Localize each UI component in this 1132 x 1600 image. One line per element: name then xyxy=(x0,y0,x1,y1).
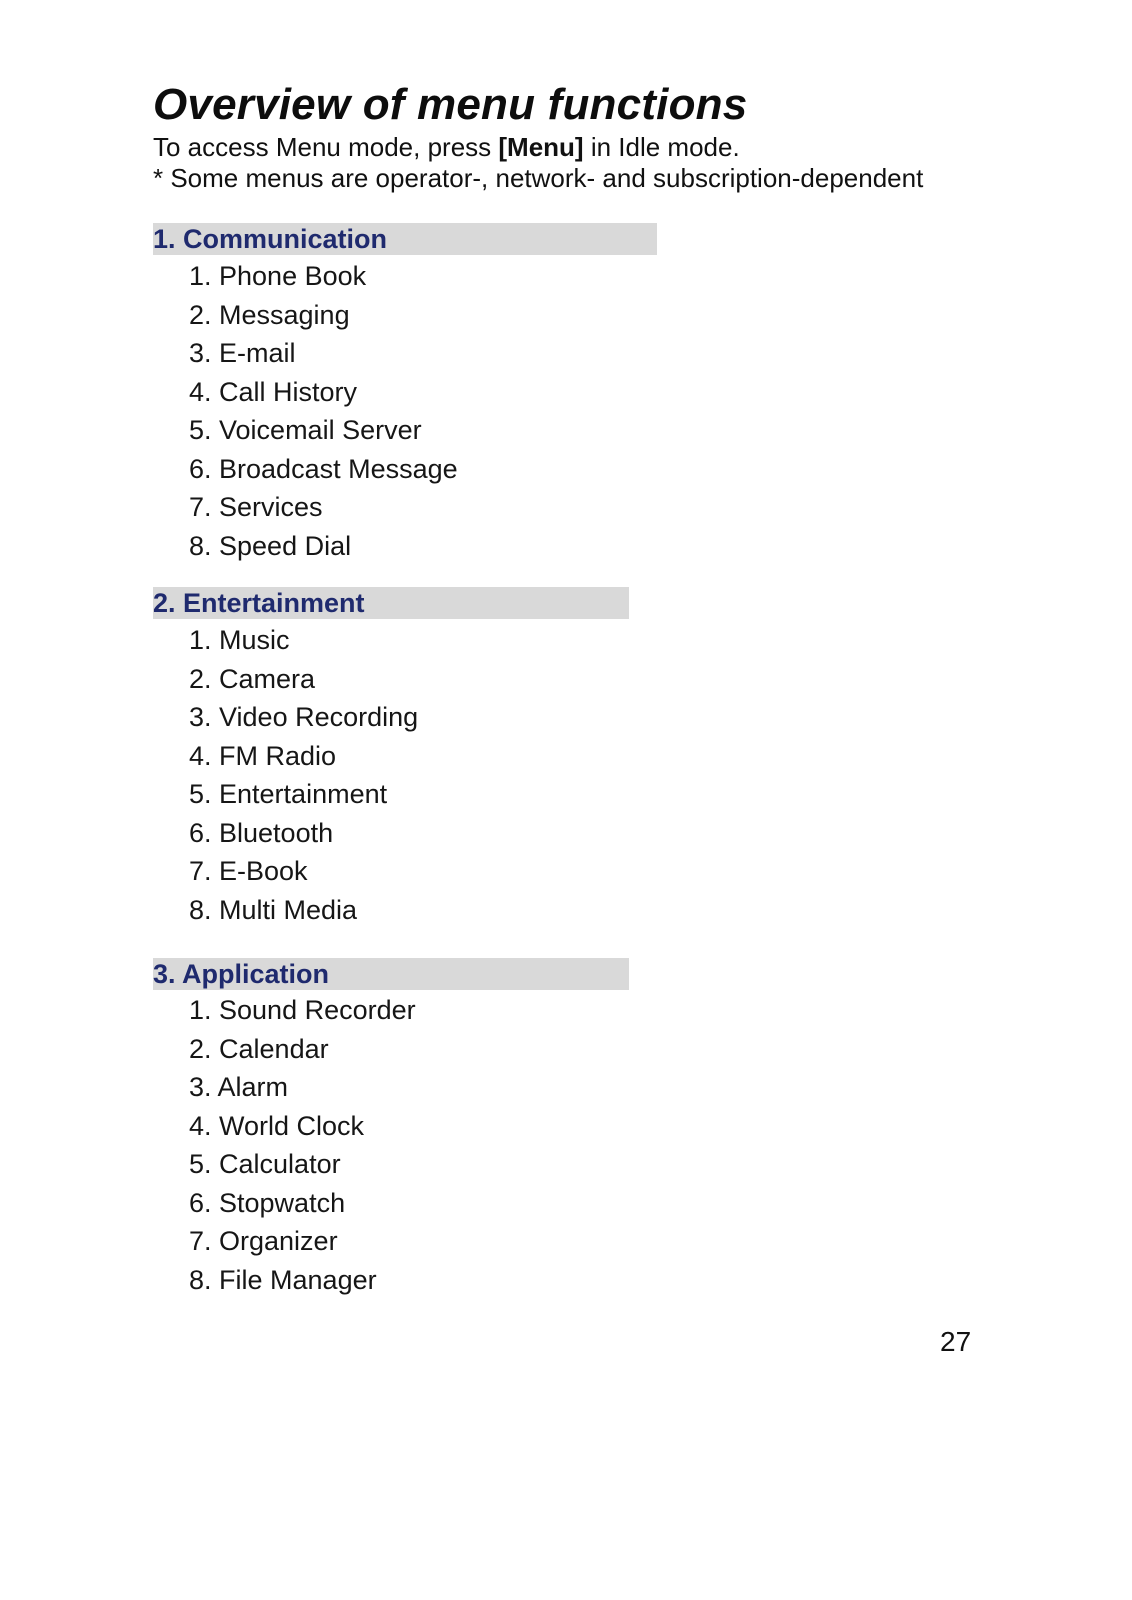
list-item: 3. E-mail xyxy=(189,338,296,368)
list-item: 6. Broadcast Message xyxy=(189,453,458,484)
intro-line-2: * Some menus are operator-, network- and subscription-dependent xyxy=(153,163,924,193)
page-number: 27 xyxy=(940,1326,972,1357)
list-item: 5. Entertainment xyxy=(189,779,388,809)
list-item: 5. Calculator xyxy=(189,1149,341,1179)
list-item: 3. Alarm xyxy=(189,1072,289,1102)
section-list-communication xyxy=(189,257,458,565)
list-item: 6. Bluetooth xyxy=(189,817,334,848)
list-item: 2. Camera xyxy=(189,663,316,694)
section-header-entertainment: 2. Entertainment xyxy=(153,587,629,619)
list-item: 4. Call History xyxy=(189,376,358,407)
list-item: 4. FM Radio xyxy=(189,740,337,771)
list-item: 3. Video Recording xyxy=(189,702,419,732)
list-item: 8. Speed Dial xyxy=(189,530,352,561)
list-item: 1. Sound Recorder xyxy=(189,995,416,1025)
intro-text xyxy=(153,132,923,194)
list-item: 1. Phone Book xyxy=(189,261,367,291)
list-item: 1. Music xyxy=(189,625,290,655)
menu-key-label: [Menu] xyxy=(498,132,584,162)
intro-line-1-start: To access Menu mode, press xyxy=(153,132,499,162)
list-item: 2. Calendar xyxy=(189,1033,329,1064)
intro-line-1 xyxy=(153,132,923,163)
list-item: 7. Services xyxy=(189,492,323,522)
list-item: 8. Multi Media xyxy=(189,894,358,925)
section-list-entertainment xyxy=(189,621,418,929)
section-header-application: 3. Application xyxy=(153,958,629,990)
list-item: 7. E-Book xyxy=(189,856,308,886)
section-list-application xyxy=(189,991,416,1299)
list-item: 6. Stopwatch xyxy=(189,1187,346,1218)
list-item: 7. Organizer xyxy=(189,1226,338,1256)
list-item: 5. Voicemail Server xyxy=(189,415,422,445)
list-item: 2. Messaging xyxy=(189,299,350,330)
intro-line-1-end: in Idle mode. xyxy=(583,132,740,162)
list-item: 4. World Clock xyxy=(189,1110,365,1141)
list-item: 8. File Manager xyxy=(189,1264,377,1295)
section-header-communication: 1. Communication xyxy=(153,223,657,255)
page-title: Overview of menu functions xyxy=(153,80,748,129)
